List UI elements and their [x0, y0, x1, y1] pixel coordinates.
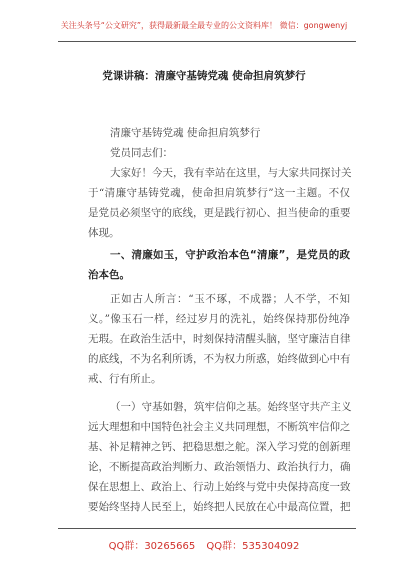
- body-line: 要始终坚持人民至上，始终把人民放在心中最高位置，把: [88, 501, 351, 513]
- body-line: 远大理想和中国特色社会主义共同理想，不断筑牢信仰之: [88, 421, 351, 433]
- body-line: 正如古人所言：“玉不琢，不成器；人不学，不知: [110, 293, 350, 305]
- header-divider: [58, 41, 356, 42]
- body-line: 戒、行有所止。: [88, 373, 162, 385]
- body-line: 是党员必须坚守的底线，更是践行初心、担当使命的重要: [88, 207, 351, 219]
- body-line: 论，不断提高政治判断力、政治领悟力、政治执行力，确: [88, 461, 351, 473]
- body-line: 基、补足精神之钙、把稳思想之舵。深入学习党的创新理: [88, 441, 351, 453]
- footer-divider: [58, 528, 356, 529]
- body-line: 无瑕。在政治生活中，时刻保持清醒头脑，坚守廉洁自律: [88, 333, 351, 345]
- header-notice: 关注头条号“公文研究”，获得最新最全最专业的公文资料库！ 微信：gongwenyj: [60, 21, 348, 30]
- body-line: 的底线，不为名利所诱，不为权力所惑，始终做到心中有: [88, 353, 351, 365]
- body-line: 大家好！今天，我有幸站在这里，与大家共同探讨关: [110, 167, 352, 179]
- body-line: 保在思想上、政治上、行动上始终与党中央保持高度一致: [88, 481, 351, 493]
- body-line: （一）守基如磐，筑牢信仰之基。始终坚守共产主义: [110, 401, 352, 413]
- body-line: 体现。: [88, 227, 120, 239]
- body-line: 义。”像玉石一样，经过岁月的洗礼，始终保持那份纯净: [88, 313, 350, 325]
- footer-contact: QQ群：30265665 QQ群：535304092: [108, 541, 300, 552]
- body-line: 于“清廉守基铸党魂，使命担肩筑梦行”这一主题。不仅: [88, 187, 350, 199]
- salutation-line: 党员同志们：: [110, 147, 173, 159]
- section-heading: 一、清廉如玉，守护政治本色“清廉”，是党员的政: [110, 249, 350, 261]
- document-title: 党课讲稿：清廉守基铸党魂 使命担肩筑梦行: [102, 70, 306, 82]
- section-heading: 治本色。: [88, 269, 130, 281]
- subtitle-line: 清廉守基铸党魂 使命担肩筑梦行: [110, 127, 261, 139]
